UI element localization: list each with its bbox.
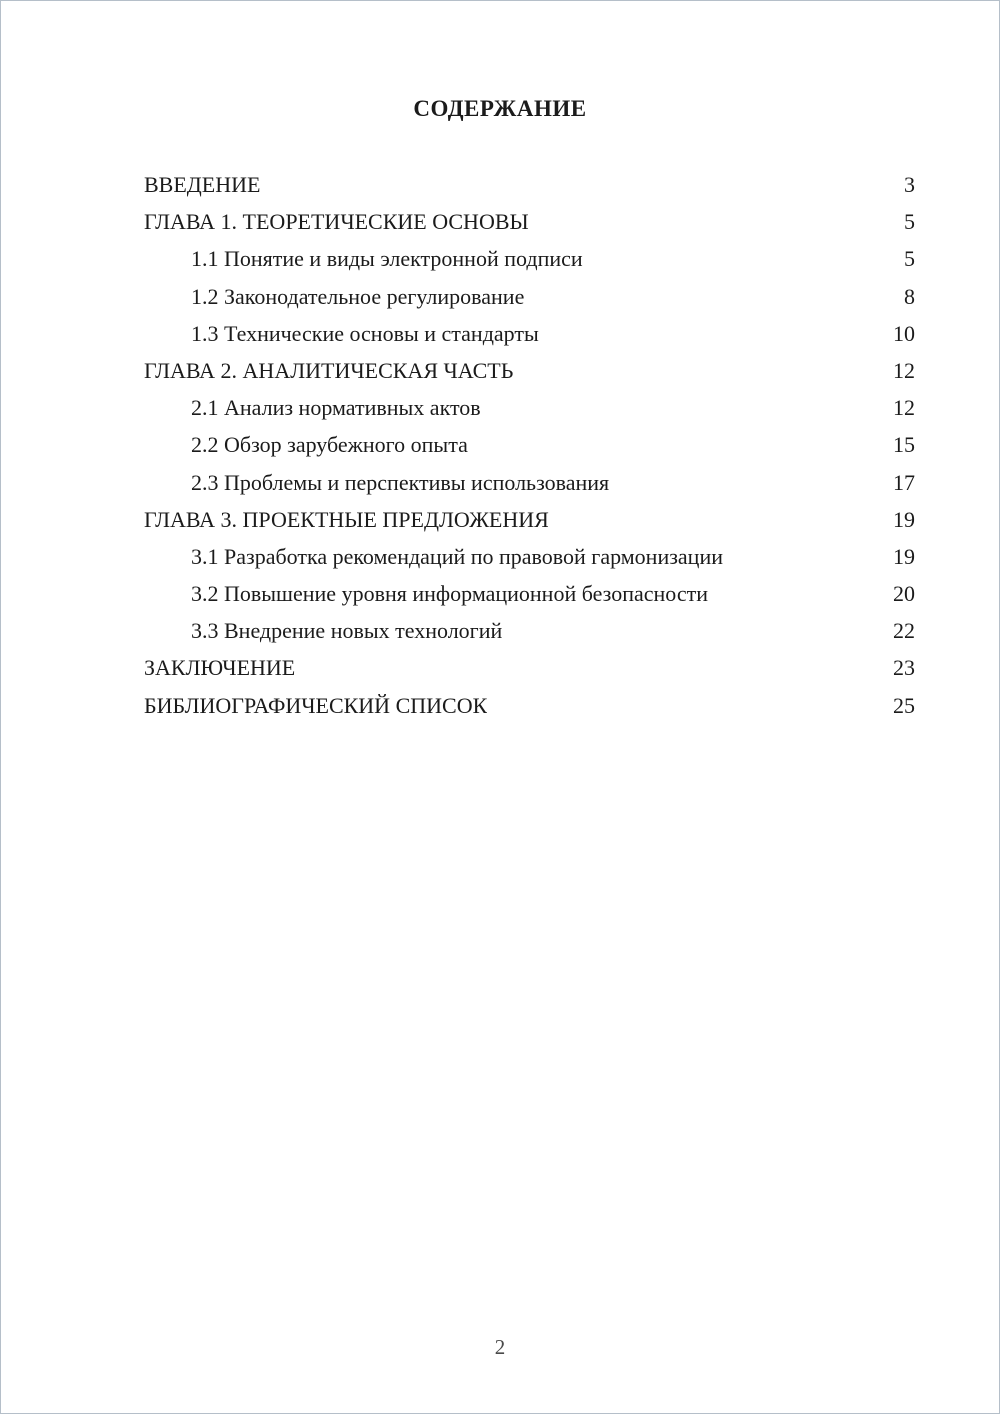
toc-entry-page: 8 (904, 283, 915, 309)
toc-entry-label: ЗАКЛЮЧЕНИЕ (144, 655, 296, 681)
toc-entry-label: 2.1 Анализ нормативных актов (191, 395, 481, 421)
toc-row-section-3-3 (144, 612, 915, 649)
toc-entry-page: 3 (904, 172, 915, 197)
toc-entry-page: 19 (893, 506, 915, 532)
toc-entry-page: 23 (893, 655, 915, 681)
toc-row-section-3-2 (144, 575, 915, 612)
toc-row-section-2-2 (144, 426, 915, 463)
toc-entry-page: 12 (893, 357, 915, 383)
toc-row-section-1-1 (144, 240, 915, 277)
toc-row-introduction (144, 166, 915, 203)
toc-row-chapter-3 (144, 501, 915, 538)
toc-entry-label: 1.2 Законодательное регулирование (191, 283, 525, 309)
toc-entry-page: 12 (893, 395, 915, 421)
toc-entry-page: 25 (893, 692, 915, 718)
footer-page-number: 2 (494, 1335, 506, 1359)
toc-row-section-3-1 (144, 538, 915, 575)
toc-entry-label: 1.3 Технические основы и стандарты (191, 320, 539, 346)
toc-entry-label: ВВЕДЕНИЕ (144, 172, 261, 197)
toc-row-section-2-3 (144, 464, 915, 501)
toc-entry-label: 3.2 Повышение уровня информационной безопасности (191, 581, 708, 607)
toc-row-chapter-1 (144, 203, 915, 240)
toc-row-section-1-2 (144, 278, 915, 315)
table-of-contents (144, 166, 915, 724)
toc-entry-label: ГЛАВА 3. ПРОЕКТНЫЕ ПРЕДЛОЖЕНИЯ (144, 506, 549, 532)
toc-entry-page: 17 (893, 469, 915, 495)
toc-row-chapter-2 (144, 352, 915, 389)
toc-entry-label: ГЛАВА 1. ТЕОРЕТИЧЕСКИЕ ОСНОВЫ (144, 209, 529, 235)
toc-entry-label: БИБЛИОГРАФИЧЕСКИЙ СПИСОК (144, 692, 488, 718)
toc-entry-page: 5 (904, 246, 915, 272)
toc-entry-page: 15 (893, 432, 915, 458)
toc-row-bibliography (144, 687, 915, 724)
toc-row-section-1-3 (144, 315, 915, 352)
toc-entry-label: 3.3 Внедрение новых технологий (191, 618, 503, 644)
toc-entry-page: 22 (893, 618, 915, 644)
toc-entry-page: 10 (893, 320, 915, 346)
page-title: СОДЕРЖАНИЕ (413, 96, 587, 121)
toc-row-conclusion (144, 649, 915, 686)
toc-entry-label: ГЛАВА 2. АНАЛИТИЧЕСКАЯ ЧАСТЬ (144, 357, 514, 383)
toc-row-section-2-1 (144, 389, 915, 426)
toc-entry-label: 3.1 Разработка рекомендаций по правовой гармонизации (191, 543, 724, 569)
toc-entry-page: 5 (904, 209, 915, 235)
toc-entry-label: 2.2 Обзор зарубежного опыта (191, 432, 468, 458)
toc-entry-label: 1.1 Понятие и виды электронной подписи (191, 246, 583, 272)
toc-entry-page: 19 (893, 543, 915, 569)
toc-entry-label: 2.3 Проблемы и перспективы использования (191, 469, 610, 495)
toc-entry-page: 20 (893, 581, 915, 607)
